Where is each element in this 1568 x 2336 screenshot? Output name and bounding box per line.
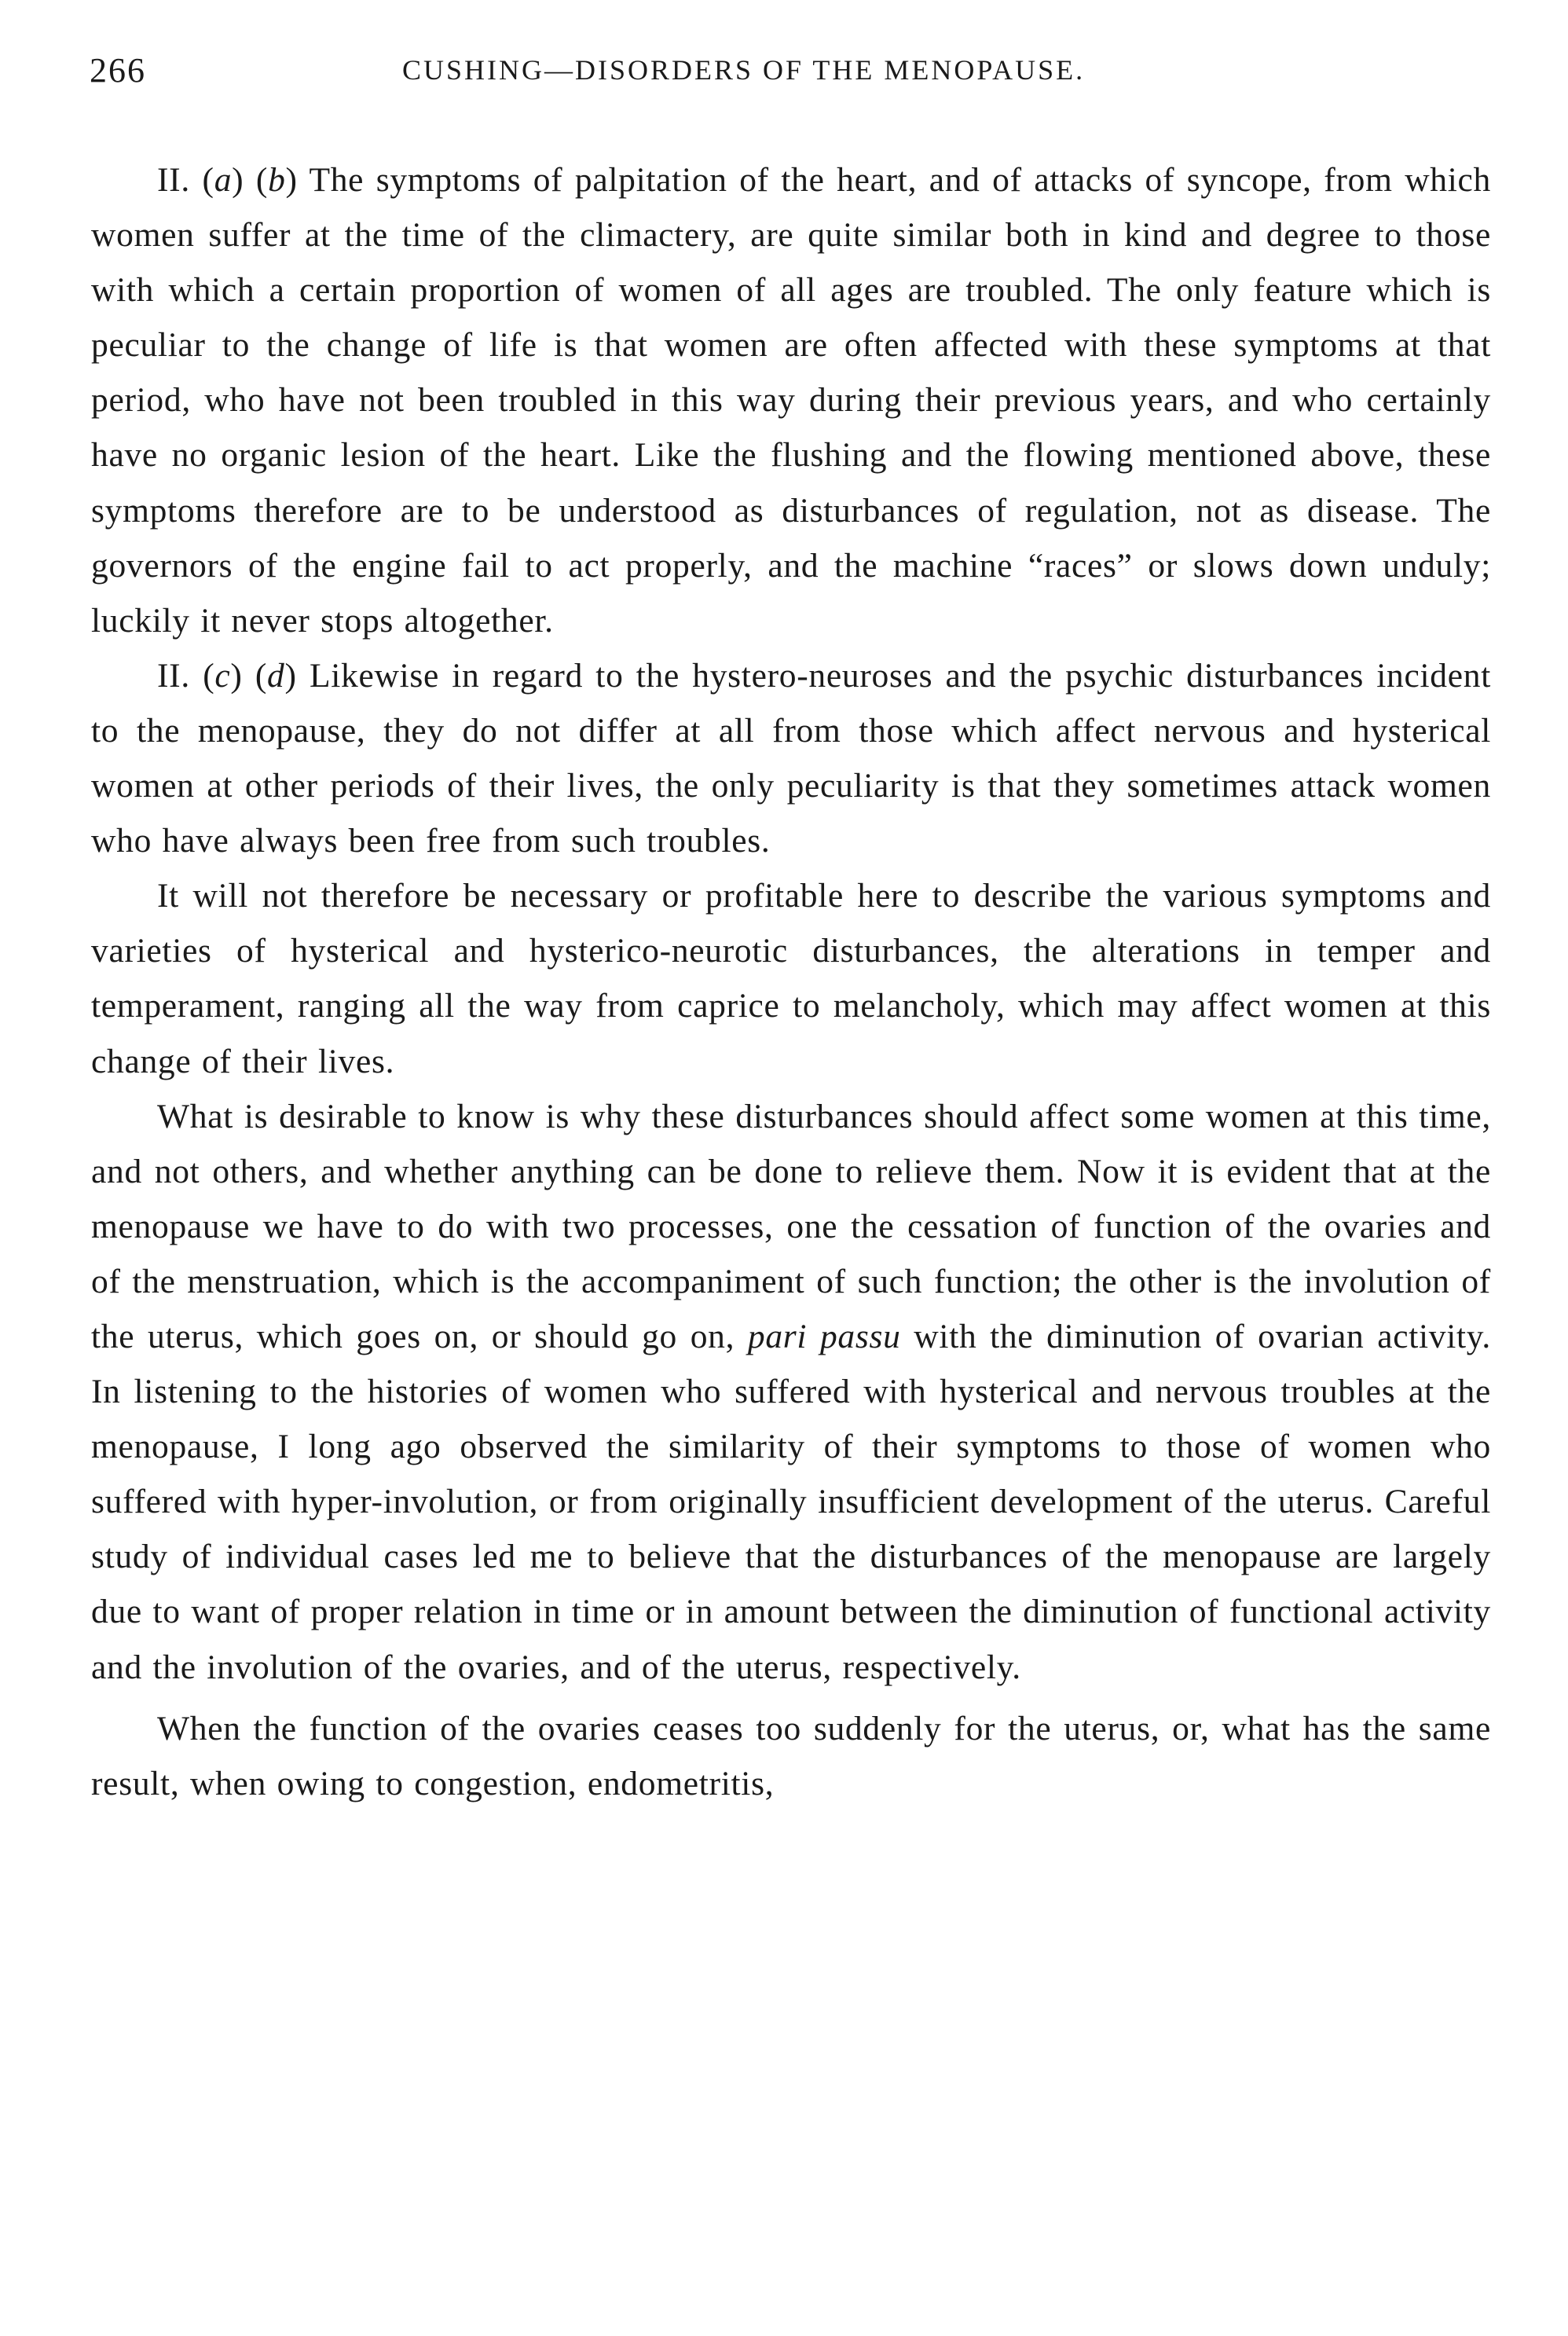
text-run: II. (: [157, 161, 214, 199]
paragraph: [91, 152, 1491, 648]
text-run: ) Likewise in regard to the hystero-neuroses and the psychic disturbances incident to the menopause, they do not differ at all from those which affect nervous and hysterical women at other periods of their lives, the only peculiarity is that they sometimes attack women who have always been free from such troubles.: [91, 656, 1491, 860]
italic-text: a: [214, 161, 233, 199]
text-run: When the function of the ovaries ceases too suddenly for the uterus, or, what has the same result, when owing to congestion, endometritis,: [91, 1709, 1491, 1802]
text-run: It will not therefore be necessary or profitable here to describe the various symptoms and varieties of hysterical and hysterico-neurotic disturbances, the alterations in temper and temperament, ranging all the way from caprice to melancholy, which may affect women at this change of their lives.: [91, 877, 1491, 1080]
paragraph: [91, 1701, 1491, 1811]
text-run: ) (: [230, 656, 268, 695]
text-run: II. (: [157, 656, 215, 695]
text-run: with the diminution of ovarian activity. In listening to the histories of women who suffered with hysterical and nervous troubles at the menopause, I long ago observed the similarity of their symptoms to those of women who suffered with hyper-involution, or from originally insufficient development of the uterus. Careful study of individual cases led me to believe that the disturbances of the menopause are largely due to want of proper relation in time or in amount between the diminution of functional activity and the involution of the ovaries, and of the uterus, respectively.: [91, 1317, 1492, 1686]
text-run: What is desirable to know is why these disturbances should affect some women at this time, and not others, and whether anything can be done to relieve them. Now it is evident that at the menopause we have to do with two processes, one the cessation of function of the ovaries and of the menstruation, which is the accompaniment of such function; the other is the involution of the uterus, which goes on, or should go on,: [91, 1097, 1491, 1355]
paragraph: [91, 648, 1491, 868]
page-number: 266: [90, 51, 146, 90]
italic-text: d: [267, 656, 285, 695]
italic-text: c: [214, 656, 231, 695]
italic-text: pari passu: [747, 1317, 901, 1355]
text-run: ) (: [232, 161, 269, 199]
running-head: [90, 50, 1491, 105]
paragraph: [91, 1089, 1491, 1695]
text-run: ) The symptoms of palpitation of the heart, and of attacks of syncope, from which women suffer at the time of the climactery, are quite similar both in kind and degree to those with which a certain proportion of women of all ages are troubled. The only feature which is peculiar to the change of life is that women are often affected with these symptoms at that period, who have not been troubled in this way during their previous years, and who certainly have no organic lesion of the heart. Like the flushing and the flowing mentioned above, these symptoms therefore are to be understood as disturbances of regulation, not as disease. The governors of the engine fail to act properly, and the machine “races” or slows down unduly; luckily it never stops altogether.: [91, 161, 1491, 640]
running-title: CUSHING—DISORDERS OF THE MENOPAUSE.: [402, 54, 1086, 86]
paragraph: [91, 868, 1491, 1088]
body-text: [91, 152, 1491, 1811]
italic-text: b: [268, 161, 286, 199]
